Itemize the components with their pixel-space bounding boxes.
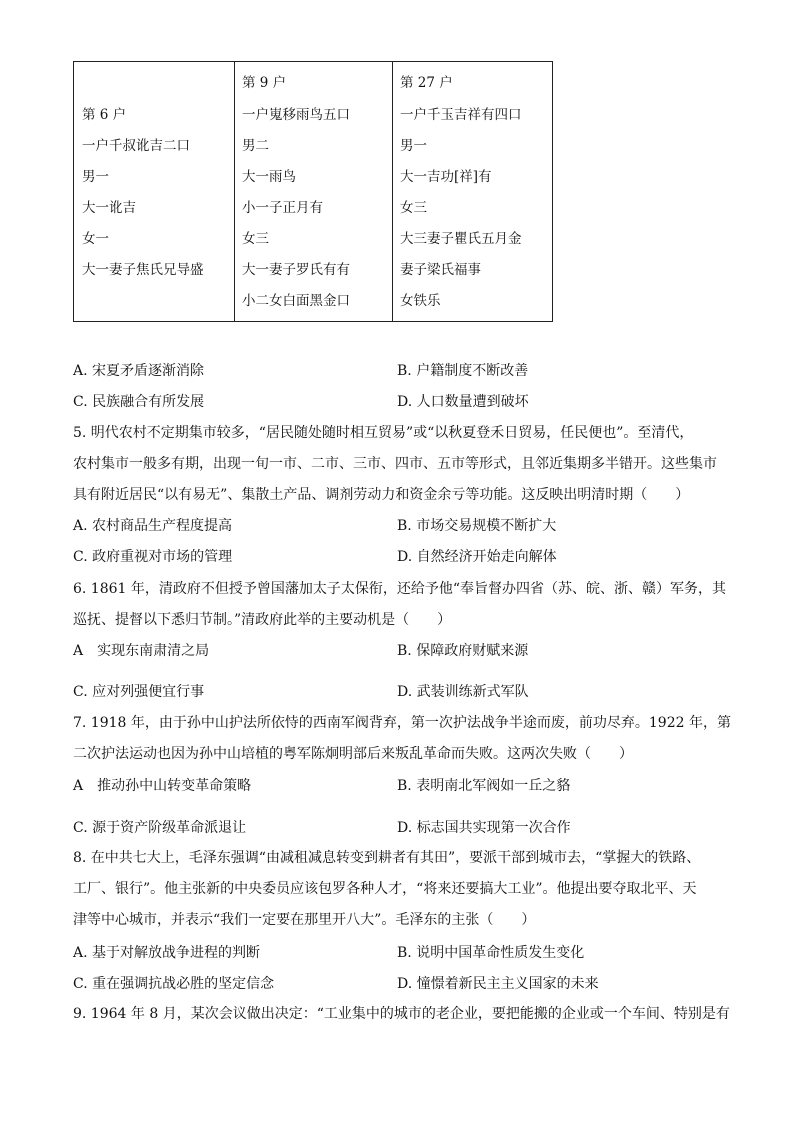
q9-stem-line: 9. 1964 年 8 月，某次会议做出决定：“工业集中的城市的老企业，要把能搬的企业或一个车间、特别是有 <box>73 1006 730 1022</box>
q6-option-d[interactable]: D. 武装训练新式军队 <box>397 684 529 700</box>
q5-stem-line: 5. 明代农村不定期集市较多，“居民随处随时相互贸易”或“以秋夏登禾日贸易，任民便也”。至清代， <box>73 425 694 441</box>
table-cell-line: 大一吉功[祥]有 <box>400 169 492 185</box>
table-cell-line: 一户嵬移雨鸟五口 <box>242 107 350 123</box>
table-cell-line: 小二女白面黑金口 <box>242 293 350 309</box>
q5-option-b[interactable]: B. 市场交易规模不断扩大 <box>397 518 557 534</box>
q8-option-b[interactable]: B. 说明中国革命性质发生变化 <box>397 945 585 961</box>
table-cell-line: 大一讹吉 <box>82 200 136 216</box>
q4-option-d[interactable]: D. 人口数量遭到破坏 <box>397 394 529 410</box>
q9-stem <box>73 999 730 1030</box>
table-cell-line: 大三妻子瞿氏五月金 <box>400 231 522 247</box>
q5-stem <box>73 418 723 511</box>
household-register-table <box>73 61 553 322</box>
q6-stem-line: 6. 1861 年，清政府不但授予曾国藩加太子太保衔，还给予他“奉旨督办四省（苏、皖、浙、赣）军务，其 <box>73 581 727 597</box>
table-cell-line: 大一妻子焦氏兄导盛 <box>82 262 204 278</box>
q5-stem-line: 农村集市一般多有期，出现一旬一市、二市、三市、四市、五市等形式，且邻近集期多半错开。这些集市 <box>73 456 717 472</box>
table-cell-line: 第 9 户 <box>242 75 287 91</box>
table-cell-line: 大一雨鸟 <box>242 169 296 185</box>
q7-stem-line: 二次护法运动也因为孙中山培植的粤军陈炯明部后来叛乱革命而失败。这两次失败（ ） <box>73 746 633 762</box>
q7-option-b[interactable]: B. 表明南北军阀如一丘之貉 <box>397 778 571 794</box>
q6-stem-line: 巡抚、提督以下悉归节制。”清政府此举的主要动机是（ ） <box>73 612 452 628</box>
q8-stem <box>73 843 723 936</box>
table-cell-line: 第 6 户 <box>82 107 127 123</box>
table-cell-line: 第 27 户 <box>400 75 453 91</box>
q8-option-a[interactable]: A. 基于对解放战争进程的判断 <box>73 945 261 961</box>
table-cell-line: 小一子正月有 <box>242 200 323 216</box>
table-cell-line: 女三 <box>242 231 269 247</box>
table-cell-line: 女三 <box>400 200 427 216</box>
q8-stem-line: 工厂、银行”。他主张新的中央委员应该包罗各种人才，“将来还要搞大工业”。他提出要夺取北平、天 <box>73 881 697 897</box>
table-cell-line: 男一 <box>400 138 427 154</box>
table-cell-line: 妻子梁氏福事 <box>400 262 481 278</box>
q6-option-c[interactable]: C. 应对列强便宜行事 <box>73 684 205 700</box>
table-cell-line: 男一 <box>82 169 109 185</box>
q4-option-c[interactable]: C. 民族融合有所发展 <box>73 394 205 410</box>
q8-option-d[interactable]: D. 憧憬着新民主主义国家的未来 <box>397 976 599 992</box>
q7-option-d[interactable]: D. 标志国共实现第一次合作 <box>397 820 571 836</box>
table-column-household-6 <box>74 62 234 321</box>
q8-stem-line: 津等中心城市，并表示“我们一定要在那里开八大”。毛泽东的主张（ ） <box>73 912 536 928</box>
q4-option-a[interactable]: A. 宋夏矛盾逐渐消除 <box>73 363 205 379</box>
q5-option-a[interactable]: A. 农村商品生产程度提高 <box>73 518 233 534</box>
q5-option-c[interactable]: C. 政府重视对市场的管理 <box>73 549 233 565</box>
table-cell-line: 一户千玉吉祥有四口 <box>400 107 522 123</box>
table-cell-line: 男二 <box>242 138 269 154</box>
q8-option-c[interactable]: C. 重在强调抗战必胜的坚定信念 <box>73 976 275 992</box>
q6-option-a[interactable]: A 实现东南肃清之局 <box>73 643 210 659</box>
table-cell-line: 女铁乐 <box>400 293 441 309</box>
table-cell-line: 一户千叔讹吉二口 <box>82 138 190 154</box>
table-cell-line: 大一妻子罗氏有有 <box>242 262 350 278</box>
q4-option-b[interactable]: B. 户籍制度不断改善 <box>397 363 529 379</box>
q6-option-b[interactable]: B. 保障政府财赋来源 <box>397 643 529 659</box>
q7-stem <box>73 708 731 770</box>
q5-option-d[interactable]: D. 自然经济开始走向解体 <box>397 549 557 565</box>
q6-stem <box>73 574 727 636</box>
q8-stem-line: 8. 在中共七大上，毛泽东强调“由减租减息转变到耕者有其田”，要派干部到城市去，“掌握大的铁路、 <box>73 850 701 866</box>
table-column-household-9 <box>234 62 392 321</box>
table-cell-line: 女一 <box>82 231 109 247</box>
table-column-household-27 <box>392 62 552 321</box>
q7-option-a[interactable]: A 推动孙中山转变革命策略 <box>73 778 252 794</box>
q7-stem-line: 7. 1918 年，由于孙中山护法所依恃的西南军阀背弃，第一次护法战争半途而废，前功尽弃。1922 年，第 <box>73 715 731 731</box>
q5-stem-line: 具有附近居民“以有易无”、集散土产品、调剂劳动力和资金余亏等功能。这反映出明清时期（ ） <box>73 487 690 503</box>
q7-option-c[interactable]: C. 源于资产阶级革命派退让 <box>73 820 247 836</box>
